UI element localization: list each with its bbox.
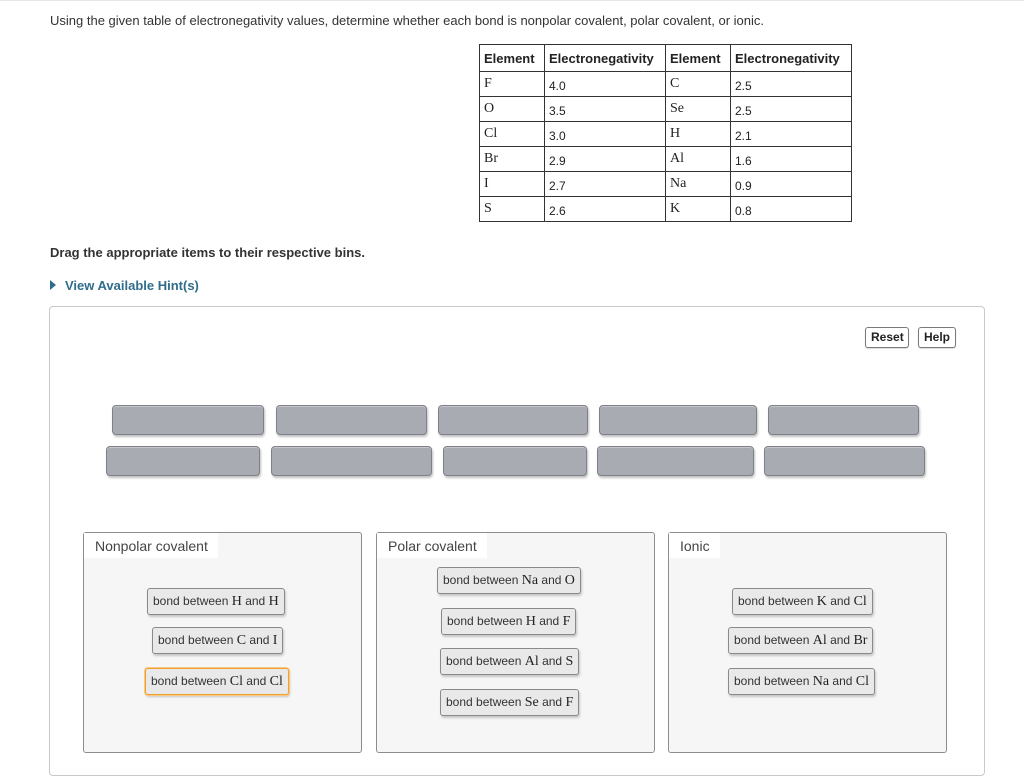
bond-item[interactable] [441, 608, 576, 635]
element-symbol-cell: O [480, 97, 545, 122]
element-symbol: F [562, 614, 571, 629]
item-text: bond between [446, 654, 525, 668]
element-symbol-cell: Na [666, 172, 731, 197]
element-symbol-cell: Se [666, 97, 731, 122]
table-row [480, 172, 852, 197]
element-symbol: Al [524, 654, 539, 669]
element-symbol: S [565, 654, 574, 669]
electronegativity-cell: 3.0 [545, 122, 666, 147]
element-symbol-cell: K [666, 197, 731, 222]
electronegativity-cell: 4.0 [545, 72, 666, 97]
bond-item[interactable] [440, 648, 579, 675]
bond-item[interactable] [728, 627, 873, 654]
item-text: bond between [151, 674, 230, 688]
bond-item[interactable] [437, 567, 581, 594]
electronegativity-cell: 3.5 [545, 97, 666, 122]
table-header-row [480, 45, 852, 72]
item-text: and [241, 594, 269, 608]
item-text: and [538, 573, 565, 587]
element-symbol: F [565, 695, 574, 710]
electronegativity-cell: 0.9 [731, 172, 852, 197]
empty-drag-slot[interactable] [112, 405, 264, 435]
element-symbol: Se [524, 695, 539, 710]
item-text: bond between [153, 594, 232, 608]
item-text: bond between [443, 573, 522, 587]
empty-drag-slot[interactable] [764, 446, 925, 476]
item-text: and [826, 633, 854, 647]
element-symbol-cell: S [480, 197, 545, 222]
item-text: bond between [447, 614, 526, 628]
item-text: and [535, 614, 563, 628]
column-header-electronegativity: Electronegativity [545, 45, 666, 72]
electronegativity-cell: 0.8 [731, 197, 852, 222]
element-symbol-cell: Al [666, 147, 731, 172]
empty-drag-slot[interactable] [599, 405, 757, 435]
electronegativity-cell: 2.1 [731, 122, 852, 147]
bond-item[interactable] [732, 588, 873, 615]
help-button[interactable]: Help [918, 327, 956, 348]
bin-title: Ionic [669, 533, 720, 558]
element-symbol-cell: C [666, 72, 731, 97]
element-symbol: H [525, 614, 536, 629]
column-header-element: Element [480, 45, 545, 72]
bin-title: Polar covalent [377, 533, 487, 558]
electronegativity-cell: 2.5 [731, 72, 852, 97]
element-symbol: H [268, 594, 279, 609]
element-symbol: Cl [855, 674, 869, 689]
table-row [480, 197, 852, 222]
element-symbol: H [231, 594, 242, 609]
element-symbol: O [564, 573, 575, 588]
item-text: and [538, 654, 566, 668]
question-text: Using the given table of electronegativity values, determine whether each bond is nonpolar covalent, polar covalent, or ionic. [50, 13, 764, 28]
element-symbol: Al [812, 633, 827, 648]
element-symbol-cell: H [666, 122, 731, 147]
item-text: and [246, 633, 273, 647]
table-row [480, 147, 852, 172]
element-symbol: Na [812, 674, 830, 689]
empty-drag-slot[interactable] [271, 446, 432, 476]
bond-item-selected[interactable] [145, 668, 289, 695]
element-symbol: C [236, 633, 247, 648]
bond-item[interactable] [440, 689, 579, 716]
element-symbol-cell: I [480, 172, 545, 197]
element-symbol-cell: Br [480, 147, 545, 172]
reset-button[interactable]: Reset [865, 327, 909, 348]
element-symbol-cell: Cl [480, 122, 545, 147]
instruction-text: Drag the appropriate items to their respective bins. [50, 245, 365, 260]
empty-drag-slot[interactable] [768, 405, 919, 435]
element-symbol: Cl [853, 594, 867, 609]
element-symbol: Br [853, 633, 868, 648]
element-symbol: Cl [229, 674, 243, 689]
expand-triangle-icon [50, 280, 56, 290]
item-text: and [829, 674, 856, 688]
element-symbol: Na [521, 573, 539, 588]
item-text: bond between [738, 594, 817, 608]
bond-item[interactable] [152, 627, 283, 654]
bond-item[interactable] [147, 588, 285, 615]
table-row [480, 97, 852, 122]
table-row [480, 122, 852, 147]
empty-drag-slot[interactable] [438, 405, 588, 435]
empty-drag-slot[interactable] [597, 446, 754, 476]
top-divider [0, 0, 1024, 1]
table-row [480, 72, 852, 97]
hint-link-label: View Available Hint(s) [65, 278, 199, 293]
item-text: bond between [734, 674, 813, 688]
item-text: and [538, 695, 566, 709]
bin-title: Nonpolar covalent [84, 533, 218, 558]
element-symbol: K [816, 594, 827, 609]
item-text: and [826, 594, 854, 608]
item-text: bond between [734, 633, 813, 647]
column-header-electronegativity: Electronegativity [731, 45, 852, 72]
bin-polar-covalent[interactable] [376, 532, 655, 753]
element-symbol: Cl [269, 674, 283, 689]
empty-drag-slot[interactable] [276, 405, 427, 435]
view-hints-link[interactable] [50, 278, 199, 293]
electronegativity-cell: 2.7 [545, 172, 666, 197]
electronegativity-cell: 1.6 [731, 147, 852, 172]
element-symbol: I [272, 633, 278, 648]
item-text: bond between [158, 633, 237, 647]
item-text: and [242, 674, 270, 688]
electronegativity-cell: 2.6 [545, 197, 666, 222]
element-symbol-cell: F [480, 72, 545, 97]
electronegativity-cell: 2.9 [545, 147, 666, 172]
empty-drag-slot[interactable] [106, 446, 260, 476]
bond-item[interactable] [728, 668, 875, 695]
item-text: bond between [446, 695, 525, 709]
column-header-element: Element [666, 45, 731, 72]
empty-drag-slot[interactable] [443, 446, 587, 476]
electronegativity-table [479, 44, 852, 222]
electronegativity-cell: 2.5 [731, 97, 852, 122]
